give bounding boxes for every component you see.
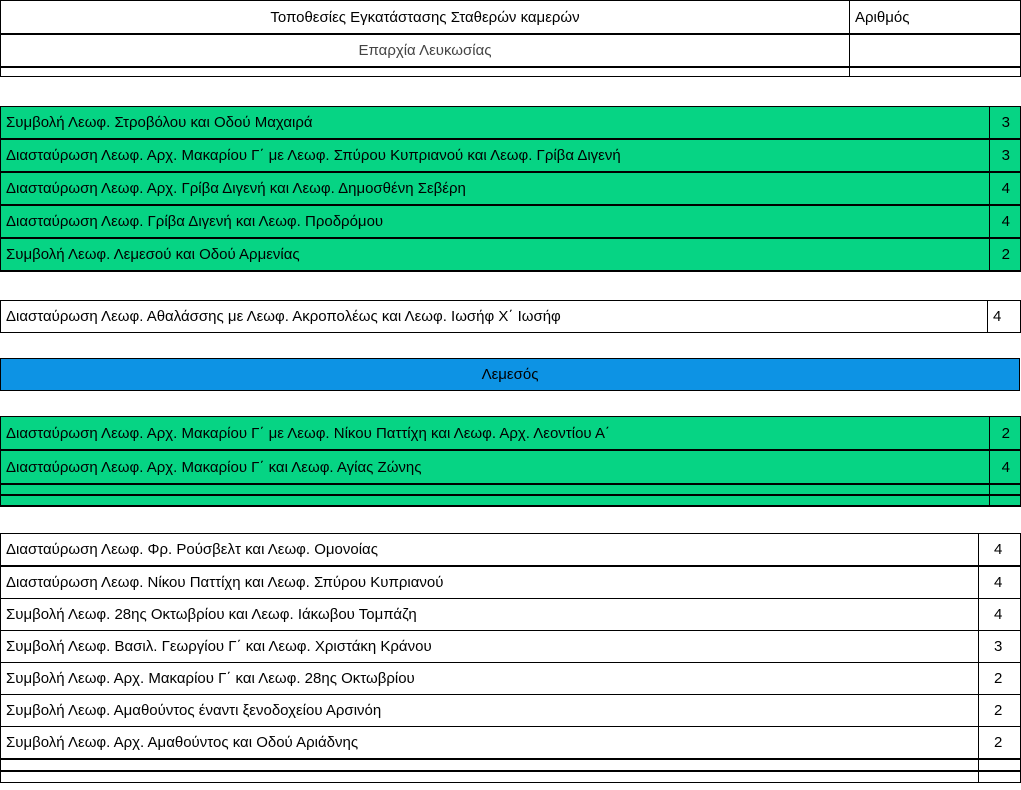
location-cell: Συμβολή Λεωφ. 28ης Οκτωβρίου και Λεωφ. Ιάκωβου Τομπάζη xyxy=(1,599,979,631)
location-cell: Διασταύρωση Λεωφ. Γρίβα Διγενή και Λεωφ. Προδρόμου xyxy=(1,205,990,238)
table-row xyxy=(1,139,1021,172)
count-cell: 4 xyxy=(990,450,1021,484)
header-table xyxy=(0,0,1021,77)
table-row xyxy=(1,417,1021,451)
count-cell: 4 xyxy=(988,301,1021,333)
count-cell: 3 xyxy=(990,139,1021,172)
region-row xyxy=(1,34,1021,67)
table-row xyxy=(1,205,1021,238)
blank-cell xyxy=(990,484,1021,495)
location-cell: Διασταύρωση Λεωφ. Αρχ. Μακαρίου Γ΄ με Λεωφ. Σπύρου Κυπριανού και Λεωφ. Γρίβα Διγενή xyxy=(1,139,990,172)
table-row xyxy=(1,107,1021,140)
count-cell: 4 xyxy=(979,534,1021,567)
table-title: Τοποθεσίες Εγκατάστασης Σταθερών καμερών xyxy=(1,1,850,35)
number-column-header: Αριθμός xyxy=(850,1,1021,35)
blank-cell xyxy=(850,67,1021,77)
location-cell: Διασταύρωση Λεωφ. Αρχ. Μακαρίου Γ΄ με Λεωφ. Νίκου Παττίχη και Λεωφ. Αρχ. Λεοντίου Α΄ xyxy=(1,417,990,451)
count-cell: 4 xyxy=(979,566,1021,599)
location-cell: Συμβολή Λεωφ. Αρχ. Αμαθούντος και Οδού Αριάδνης xyxy=(1,727,979,760)
count-cell: 3 xyxy=(979,631,1021,663)
nicosia-green-table xyxy=(0,106,1021,272)
count-cell: 2 xyxy=(979,663,1021,695)
table-row xyxy=(1,238,1021,271)
blank-cell xyxy=(1,759,979,771)
nicosia-single-table xyxy=(0,300,1021,333)
location-cell: Συμβολή Λεωφ. Βασιλ. Γεωργίου Γ΄ και Λεωφ. Χριστάκη Κράνου xyxy=(1,631,979,663)
region-label: Επαρχία Λευκωσίας xyxy=(1,34,850,67)
location-cell: Διασταύρωση Λεωφ. Αθαλάσσης με Λεωφ. Ακροπολέως και Λεωφ. Ιωσήφ Χ΄ Ιωσήφ xyxy=(1,301,988,333)
table-row xyxy=(1,631,1021,663)
location-cell: Διασταύρωση Λεωφ. Αρχ. Μακαρίου Γ΄ και Λεωφ. Αγίας Ζώνης xyxy=(1,450,990,484)
table-row xyxy=(1,450,1021,484)
blank-row xyxy=(1,67,1021,77)
location-cell: Διασταύρωση Λεωφ. Αρχ. Γρίβα Διγενή και Λεωφ. Δημοσθένη Σεβέρη xyxy=(1,172,990,205)
count-cell: 4 xyxy=(979,599,1021,631)
blank-cell xyxy=(1,771,979,783)
table-row xyxy=(1,301,1021,333)
blank-row xyxy=(1,495,1021,506)
region-count-cell xyxy=(850,34,1021,67)
location-cell: Συμβολή Λεωφ. Αμαθούντος έναντι ξενοδοχείου Αρσινόη xyxy=(1,695,979,727)
table-row xyxy=(1,663,1021,695)
limassol-table xyxy=(0,533,1021,783)
table-row xyxy=(1,534,1021,567)
count-cell: 4 xyxy=(990,172,1021,205)
blank-row xyxy=(1,771,1021,783)
location-cell: Συμβολή Λεωφ. Στροβόλου και Οδού Μαχαιρά xyxy=(1,107,990,140)
limassol-green-table xyxy=(0,416,1021,507)
table-row xyxy=(1,599,1021,631)
limassol-heading: Λεμεσός xyxy=(0,358,1020,391)
count-cell: 2 xyxy=(990,417,1021,451)
location-cell: Διασταύρωση Λεωφ. Νίκου Παττίχη και Λεωφ. Σπύρου Κυπριανού xyxy=(1,566,979,599)
table-row xyxy=(1,727,1021,760)
blank-cell xyxy=(1,495,990,506)
header-row xyxy=(1,1,1021,35)
location-cell: Συμβολή Λεωφ. Λεμεσού και Οδού Αρμενίας xyxy=(1,238,990,271)
blank-row xyxy=(1,484,1021,495)
blank-cell xyxy=(1,67,850,77)
count-cell: 2 xyxy=(979,695,1021,727)
table-row xyxy=(1,695,1021,727)
blank-cell xyxy=(990,495,1021,506)
count-cell: 2 xyxy=(979,727,1021,760)
count-cell: 2 xyxy=(990,238,1021,271)
location-cell: Διασταύρωση Λεωφ. Φρ. Ρούσβελτ και Λεωφ. Ομονοίας xyxy=(1,534,979,567)
count-cell: 3 xyxy=(990,107,1021,140)
blank-row xyxy=(1,759,1021,771)
blank-cell xyxy=(979,771,1021,783)
table-row xyxy=(1,172,1021,205)
location-cell: Συμβολή Λεωφ. Αρχ. Μακαρίου Γ΄ και Λεωφ. 28ης Οκτωβρίου xyxy=(1,663,979,695)
blank-cell xyxy=(1,484,990,495)
count-cell: 4 xyxy=(990,205,1021,238)
table-row xyxy=(1,566,1021,599)
blank-cell xyxy=(979,759,1021,771)
